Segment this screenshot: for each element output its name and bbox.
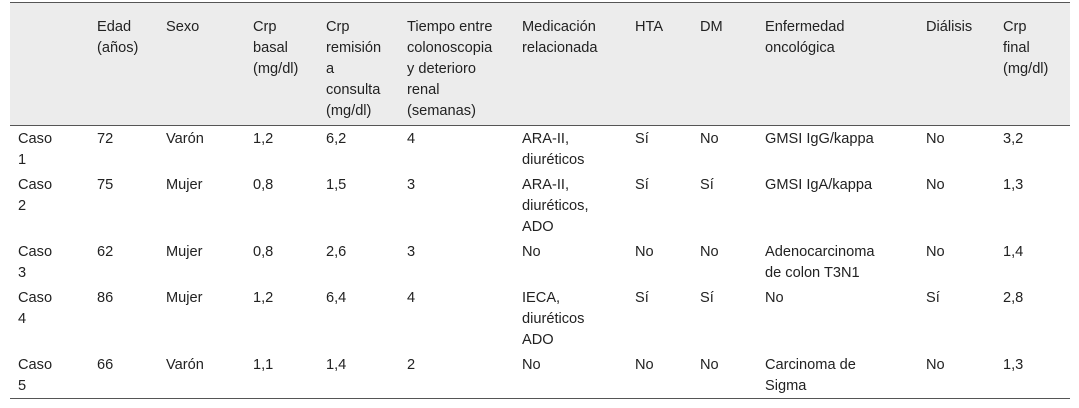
cell-oncologic-disease: No <box>765 290 784 306</box>
cell-time: 4 <box>407 290 416 306</box>
data-table-container <box>10 2 1070 399</box>
cell-hta: Sí <box>635 290 649 306</box>
cell-crp-basal: 1,2 <box>253 131 274 147</box>
cell-age: 86 <box>97 290 114 306</box>
header-cell-age: Edad (años) <box>89 3 158 126</box>
cell-hta: No <box>635 244 654 260</box>
cell-case: Caso 1 <box>18 131 53 168</box>
cell-medication: No <box>522 244 541 260</box>
cell-time: 4 <box>407 131 416 147</box>
cell-dialysis: Sí <box>926 290 940 306</box>
table-header <box>10 3 1070 126</box>
cell-age: 66 <box>89 352 158 399</box>
cell-sex: Mujer <box>166 290 203 306</box>
cell-crp-basal: 0,8 <box>253 244 274 260</box>
header-cell-hta: HTA <box>627 3 692 126</box>
cell-dialysis: No <box>926 177 945 193</box>
header-row <box>10 3 1070 126</box>
cell-crp-referral: 2,6 <box>326 244 347 260</box>
cell-crp-referral: 1,5 <box>326 177 347 193</box>
cell-medication: ARA-II, diuréticos, ADO <box>522 177 589 235</box>
cell-case: Caso 5 <box>10 352 89 399</box>
cell-age: 72 <box>97 131 114 147</box>
cell-dm: No <box>692 352 757 399</box>
cell-dm: Sí <box>700 290 714 306</box>
cell-case: Caso 2 <box>18 177 53 214</box>
cell-crp-final: 1,3 <box>995 352 1070 399</box>
cell-sex: Mujer <box>166 244 203 260</box>
cell-dialysis: No <box>926 244 945 260</box>
cell-dialysis: No <box>918 352 995 399</box>
cell-oncologic-disease: GMSI IgG/kappa <box>765 131 874 147</box>
cell-oncologic-disease: Carcinoma de Sigma <box>757 352 918 399</box>
cell-sex: Varón <box>158 352 245 399</box>
table-body <box>10 126 1070 399</box>
cell-oncologic-disease: Adenocarcinoma de colon T3N1 <box>765 244 875 281</box>
header-cell-oncologic-disease: Enfermedad oncológica <box>757 3 918 126</box>
header-cell-dm: DM <box>692 3 757 126</box>
cell-case: Caso 3 <box>18 244 53 281</box>
header-cell-medication: Medicación relacionada <box>514 3 627 126</box>
cell-medication: IECA, diuréticos ADO <box>522 290 585 348</box>
cell-age: 75 <box>97 177 114 193</box>
header-cell-row-label <box>10 3 89 126</box>
cell-time: 2 <box>399 352 514 399</box>
cell-dm: No <box>700 131 719 147</box>
cell-sex: Mujer <box>166 177 203 193</box>
table-row <box>10 126 1070 173</box>
table-row <box>10 285 1070 352</box>
table-row <box>10 172 1070 239</box>
header-cell-crp-referral: Crp remisión a consulta (mg/dl) <box>318 3 399 126</box>
cell-sex: Varón <box>166 131 204 147</box>
cell-crp-referral: 6,2 <box>326 131 347 147</box>
header-cell-sex: Sexo <box>158 3 245 126</box>
cell-crp-final: 1,4 <box>1003 244 1024 260</box>
cell-hta: Sí <box>635 131 649 147</box>
cell-time: 3 <box>407 177 416 193</box>
cell-crp-basal: 0,8 <box>253 177 274 193</box>
clinical-cases-table <box>10 2 1070 399</box>
cell-dialysis: No <box>926 131 945 147</box>
cell-dm: Sí <box>700 177 714 193</box>
header-cell-dialysis: Diálisis <box>918 3 995 126</box>
cell-crp-final: 1,3 <box>1003 177 1024 193</box>
cell-crp-referral: 6,4 <box>326 290 347 306</box>
table-row <box>10 352 1070 399</box>
cell-case: Caso 4 <box>18 290 53 327</box>
cell-hta: Sí <box>635 177 649 193</box>
cell-crp-basal: 1,1 <box>245 352 318 399</box>
cell-medication: ARA-II, diuréticos <box>522 131 585 168</box>
header-cell-crp-basal: Crp basal (mg/dl) <box>245 3 318 126</box>
header-cell-time-to-renal-damage: Tiempo entre colonoscopia y deterioro renal (semanas) <box>399 3 514 126</box>
cell-hta: No <box>627 352 692 399</box>
cell-crp-final: 2,8 <box>1003 290 1024 306</box>
cell-dm: No <box>700 244 719 260</box>
cell-age: 62 <box>97 244 114 260</box>
cell-oncologic-disease: GMSI IgA/kappa <box>765 177 873 193</box>
cell-crp-final: 3,2 <box>1003 131 1024 147</box>
header-cell-crp-final: Crp final (mg/dl) <box>995 3 1070 126</box>
cell-crp-referral: 1,4 <box>318 352 399 399</box>
table-row <box>10 239 1070 285</box>
cell-time: 3 <box>407 244 416 260</box>
cell-crp-basal: 1,2 <box>253 290 274 306</box>
cell-medication: No <box>514 352 627 399</box>
